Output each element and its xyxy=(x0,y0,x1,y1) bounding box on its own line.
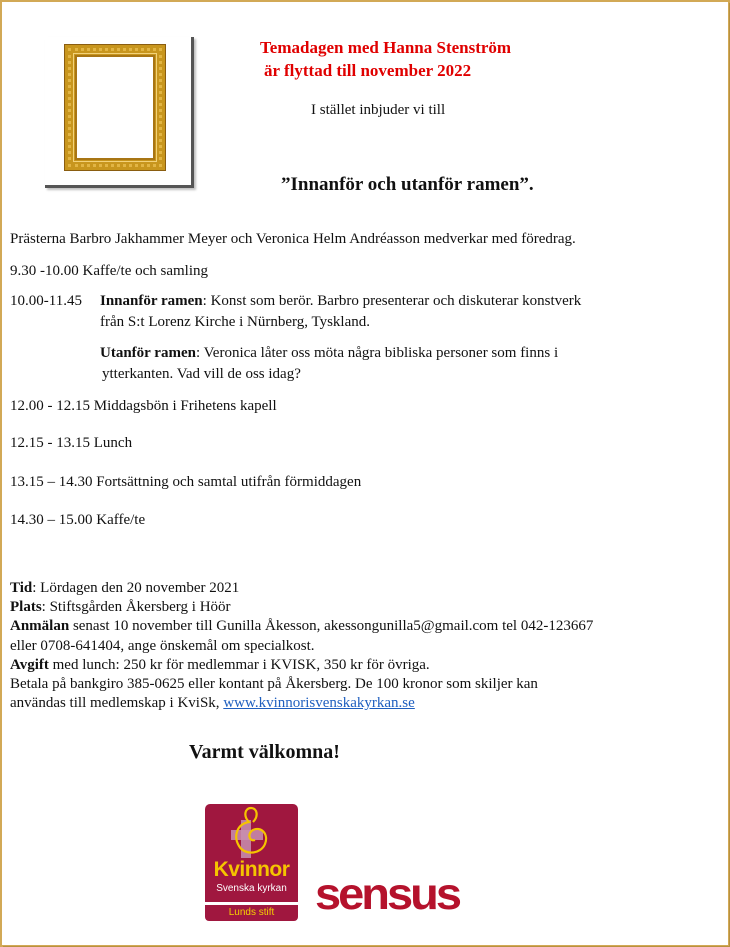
schedule-text: Lunch xyxy=(93,435,133,451)
schedule-label: Utanför ramen xyxy=(100,345,196,361)
kvinnor-name: Kvinnor xyxy=(213,858,290,881)
info-registration-cont: eller 0708-641404, ange önskemål om specialkost. xyxy=(10,637,315,654)
schedule-item xyxy=(10,433,132,454)
kvinnor-sub: Lunds stift xyxy=(205,905,298,921)
info-value: : Stiftsgården Åkersberg i Höör xyxy=(41,599,231,616)
schedule-text: Kaffe/te xyxy=(96,512,146,528)
invite-text: I stället inbjuder vi till xyxy=(311,102,446,118)
schedule-text: : Konst som berör. Barbro presenterar och diskuterar konstverk xyxy=(202,293,582,309)
schedule-text: Fortsättning och samtal utifrån förmiddagen xyxy=(96,474,362,490)
sensus-logo: sensus xyxy=(315,868,459,919)
schedule-item xyxy=(10,396,277,417)
schedule-item xyxy=(10,472,361,493)
event-info xyxy=(10,579,593,713)
schedule-text: Middagsbön i Frihetens kapell xyxy=(93,398,277,414)
schedule-text: Kaffe/te och samling xyxy=(82,263,209,279)
info-date xyxy=(10,579,593,598)
info-place xyxy=(10,598,593,617)
info-label: Avgift xyxy=(10,656,49,673)
info-label: Plats xyxy=(10,599,42,616)
info-value: senast 10 november till Gunilla Åkesson, akessongunilla5@gmail.com tel 042-123667 xyxy=(69,618,594,635)
schedule-item xyxy=(10,291,581,333)
schedule-text: : Veronica låter oss möta några bibliska personer som finns i xyxy=(195,345,559,361)
website-link[interactable]: www.kvinnorisvenskakyrkan.se xyxy=(223,695,415,712)
schedule-item xyxy=(10,510,145,531)
info-value: med lunch: 250 kr för medlemmar i KVISK, 350 kr för övriga. xyxy=(48,656,430,673)
info-value: användas till medlemskap i KviSk, xyxy=(10,695,224,712)
schedule-time: 10.00-11.45 xyxy=(10,293,82,309)
page-title xyxy=(260,36,511,82)
title-line-2: är flyttad till november 2022 xyxy=(264,61,472,80)
schedule-time: 12.15 - 13.15 xyxy=(10,435,90,451)
schedule-label: Innanför ramen xyxy=(100,293,203,309)
schedule-item xyxy=(100,343,558,385)
info-label: Anmälan xyxy=(10,618,70,635)
gold-frame-icon xyxy=(65,45,165,170)
schedule-item xyxy=(10,261,208,282)
picture-frame-image xyxy=(45,37,194,188)
kvinnor-logo xyxy=(205,804,298,921)
schedule-time: 13.15 – 14.30 xyxy=(10,474,93,490)
info-payment: Betala på bankgiro 385-0625 eller kontant på Åkersberg. De 100 kronor som skiljer kan xyxy=(10,676,538,693)
intro-text: Prästerna Barbro Jakhammer Meyer och Veronica Helm Andréasson medverkar med föredrag. xyxy=(10,231,576,247)
schedule-time: 12.00 - 12.15 xyxy=(10,398,90,414)
kvinnor-tagline: Svenska kyrkan xyxy=(216,883,287,894)
schedule-text-cont: ytterkanten. Vad vill de oss idag? xyxy=(102,366,301,382)
kvinnor-logo-background xyxy=(205,804,298,902)
info-payment-cont xyxy=(10,694,593,713)
info-registration xyxy=(10,617,593,636)
info-fee xyxy=(10,656,593,675)
cross-emblem-icon xyxy=(227,806,277,861)
schedule-time: 14.30 – 15.00 xyxy=(10,512,93,528)
schedule-time: 9.30 -10.00 xyxy=(10,263,79,279)
theme-title: ”Innanför och utanför ramen”. xyxy=(281,174,534,195)
info-label: Tid xyxy=(10,580,33,596)
title-line-1: Temadagen med Hanna Stenström xyxy=(260,38,512,57)
schedule-text-cont: från S:t Lorenz Kirche i Nürnberg, Tyskland. xyxy=(100,314,370,330)
info-value: : Lördagen den 20 november 2021 xyxy=(32,580,240,596)
welcome-text: Varmt välkomna! xyxy=(189,741,340,763)
